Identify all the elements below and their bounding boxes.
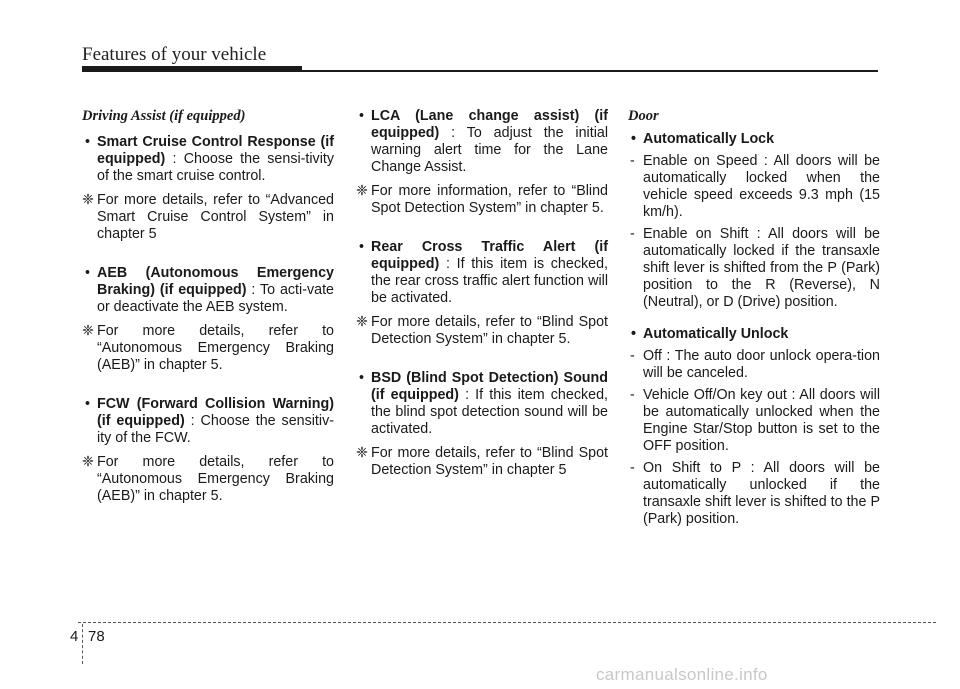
footer-divider (78, 622, 936, 623)
list-item (82, 396, 334, 447)
item-text: : To adjust the initial warning alert time for the Lane Change Assist. (371, 125, 608, 175)
dash-icon: - (630, 226, 635, 242)
dash-icon: - (630, 460, 635, 476)
item-text: : Choose the sensi-tivity of the smart cruise control. (97, 151, 334, 184)
dash-icon: - (630, 348, 635, 364)
note-icon: ❈ (82, 192, 94, 208)
subheading-auto-unlock (628, 326, 880, 343)
note-text: For more information, refer to “Blind Spot Detection System” in chapter 5. (371, 183, 608, 216)
item-text: : Choose the sensitiv-ity of the FCW. (97, 413, 334, 446)
header-bar (82, 66, 302, 72)
list-item (356, 370, 608, 438)
note (356, 183, 608, 217)
note (356, 314, 608, 348)
bullet-icon: • (359, 370, 365, 386)
bullet-icon: • (631, 326, 637, 342)
dash-icon: - (630, 387, 635, 403)
page-number: 78 (88, 628, 105, 645)
item-label: FCW (Forward Collision Warning) (if equipped) (97, 396, 334, 429)
bullet-icon: • (631, 131, 637, 147)
note (82, 192, 334, 243)
list-item-text: On Shift to P : All doors will be automatically unlocked if the transaxle shift lever is shifted to the P (Park) position. (643, 460, 880, 527)
bullet-icon: • (85, 265, 91, 281)
list-item-text: Enable on Speed : All doors will be automatically locked when the vehicle speed exceeds 9.3 mph (15 km/h). (643, 153, 880, 220)
list-item (356, 239, 608, 307)
note-icon: ❈ (82, 323, 94, 339)
watermark: carmanualsonline.info (596, 665, 768, 684)
page-header-title: Features of your vehicle (82, 44, 267, 65)
chapter-number: 4 (70, 628, 79, 645)
list-item (356, 108, 608, 176)
dash-icon: - (630, 153, 635, 169)
bullet-icon: • (85, 396, 91, 412)
subheading-text: Automatically Unlock (643, 326, 789, 342)
note (82, 454, 334, 505)
note-text: For more details, refer to “Blind Spot Detection System” in chapter 5 (371, 445, 608, 478)
section-title-driving-assist: Driving Assist (if equipped) (82, 108, 246, 124)
list-item (628, 348, 880, 382)
column-door (628, 108, 880, 528)
header-rule (302, 70, 878, 72)
list-item-text: Enable on Shift : All doors will be automatically locked if the transaxle shift lever is shifted from the P (Park) position to the R (Reverse), N (Neutral), or D (Drive) position. (643, 226, 880, 310)
note-icon: ❈ (356, 445, 368, 461)
section-title-door: Door (628, 108, 659, 124)
item-label: Rear Cross Traffic Alert (if equipped) (371, 239, 608, 272)
list-item (628, 153, 880, 221)
list-item-text: Vehicle Off/On key out : All doors will be automatically unlocked when the Engine Star/Stop button is set to the OFF position. (643, 387, 880, 454)
item-label: AEB (Autonomous Emergency Braking) (if equipped) (97, 265, 334, 298)
bullet-icon: • (359, 108, 365, 124)
list-item-text: Off : The auto door unlock opera-tion will be canceled. (643, 348, 880, 381)
item-text: : To acti-vate or deactivate the AEB system. (97, 282, 334, 315)
subheading-text: Automatically Lock (643, 131, 775, 147)
note-text: For more details, refer to “Advanced Smart Cruise Control System” in chapter 5 (97, 192, 334, 242)
footer-page-separator (82, 624, 83, 664)
list-item (628, 460, 880, 528)
note-text: For more details, refer to “Autonomous Emergency Braking (AEB)” in chapter 5. (97, 323, 334, 373)
column-lane-assist (356, 108, 608, 479)
bullet-icon: • (359, 239, 365, 255)
subheading-auto-lock (628, 131, 880, 148)
list-item (82, 134, 334, 185)
item-text: : If this item is checked, the rear cross traffic alert function will be activated. (371, 256, 608, 306)
list-item (628, 226, 880, 311)
note-icon: ❈ (82, 454, 94, 470)
item-label: Smart Cruise Control Response (if equipped) (97, 134, 334, 167)
bullet-icon: • (85, 134, 91, 150)
column-driving-assist (82, 108, 334, 505)
note-icon: ❈ (356, 183, 368, 199)
note-text: For more details, refer to “Blind Spot Detection System” in chapter 5. (371, 314, 608, 347)
list-item (82, 265, 334, 316)
item-text: : If this item checked, the blind spot detection sound will be activated. (371, 387, 608, 437)
item-label: BSD (Blind Spot Detection) Sound (if equipped) (371, 370, 608, 403)
item-label: LCA (Lane change assist) (if equipped) (371, 108, 608, 141)
note-icon: ❈ (356, 314, 368, 330)
note-text: For more details, refer to “Autonomous Emergency Braking (AEB)” in chapter 5. (97, 454, 334, 504)
note (82, 323, 334, 374)
note (356, 445, 608, 479)
list-item (628, 387, 880, 455)
